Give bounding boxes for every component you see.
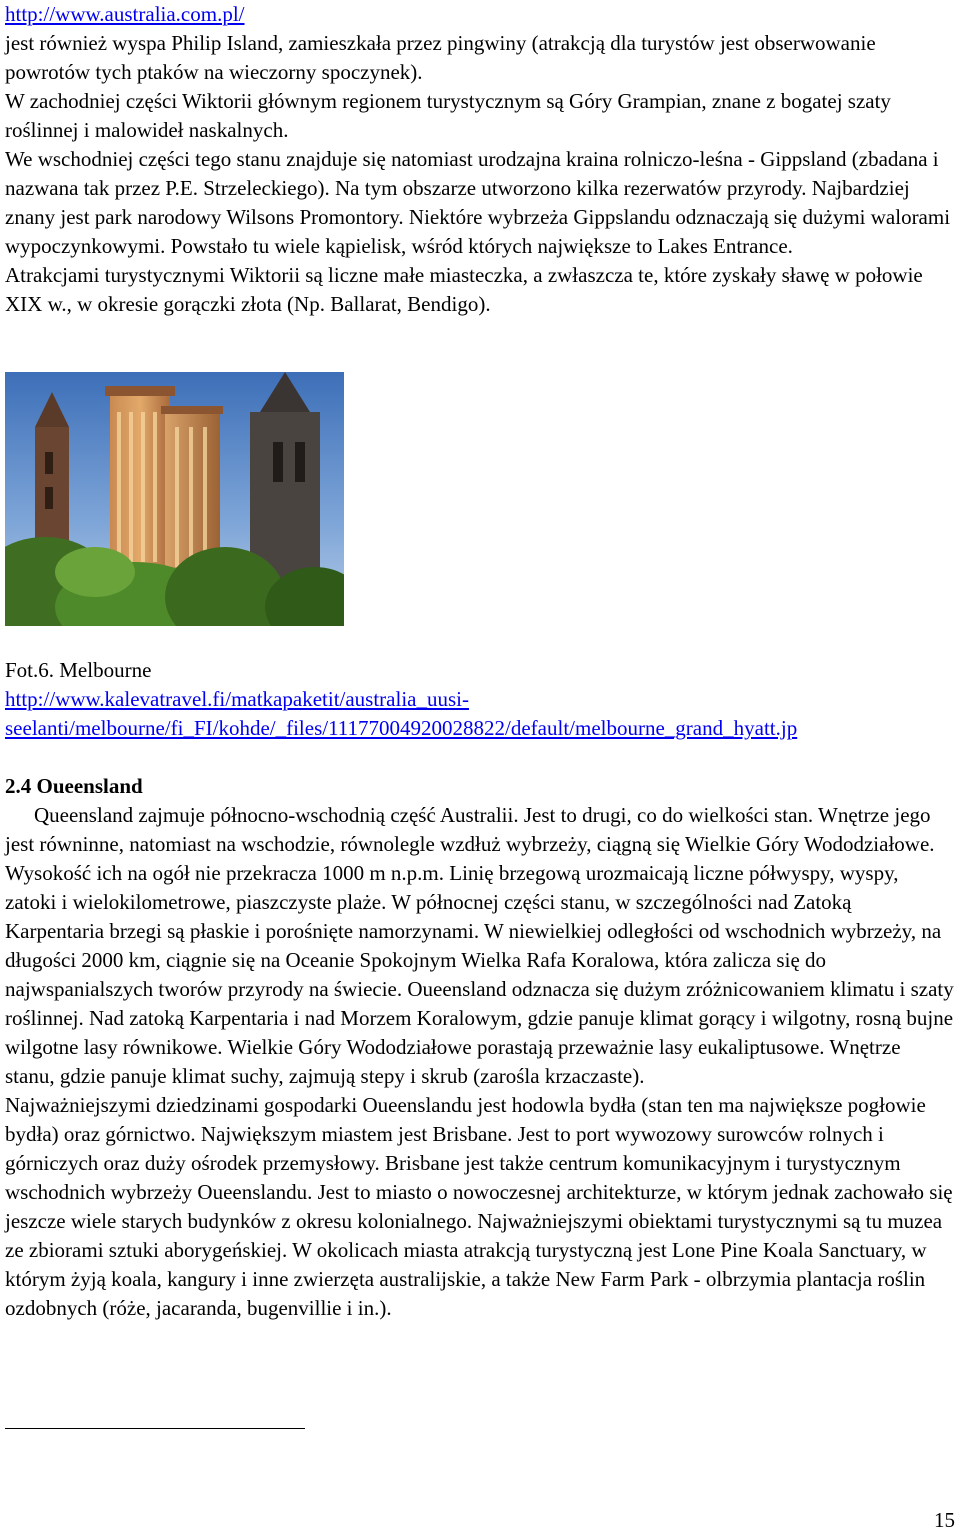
paragraph-queensland-economy: Najważniejszymi dziedzinami gospodarki Oueenslandu jest hodowla bydła (stan ten ma największe pogłowie bydła) oraz górnictwo. Największym miastem jest Brisbane. Jest to port wywozowy surowców rolnych i górniczych oraz duży ośrodek przemysłowy. Brisbane jest także centrum komunikacyjnym i turystycznym wschodnich wybrzeży Oueenslandu. Jest to miasto o nowoczesnej architekturze, w którym jednak zachowało się jeszcze wiele starych budynków z okresu kolonialnego. Najważniejszymi obiektami turystycznymi są tu muzea ze zbiorami sztuki aborygeńskiej. W okolicach miasta atrakcją turystyczną jest Lone Pine Koala Sanctuary, w którym żyją koala, kangury i inne zwierzęta australijskie, a także New Farm Park - olbrzymia plantacja roślin ozdobnych (róże, jacaranda, bugenvillie i in.). [5,1093,953,1320]
melbourne-photo-image [5,372,344,626]
page-number: 15 [934,1508,955,1532]
figure-url-line1[interactable]: http://www.kalevatravel.fi/matkapaketit/australia_uusi- [5,687,469,711]
footnote-separator [5,1428,305,1429]
australia-link[interactable]: http://www.australia.com.pl/ [5,2,245,26]
paragraph-queensland-geography: Queensland zajmuje północno-wschodnią część Australii. Jest to drugi, co do wielkości stan. Wnętrze jego jest równinne, natomiast na wschodzie, równolegle wzdłuż wybrzeży, ciągną się Wielkie Góry Wododziałowe. Wysokość ich na ogół nie przekracza 1000 m n.p.m. Linię brzegową urozmaicają liczne półwyspy, wyspy, zatoki i wielokilometrowe, piaszczyste plaże. W północnej części stanu, w szczególności nad Zatoką Karpentaria brzegi są płaskie i porośnięte namorzynami. W niewielkiej odległości od wschodnich wybrzeży, na długości 2000 km, ciągnie się na Oceanie Spokojnym Wielka Rafa Koralowa, która zalicza się do najwspanialszych tworów przyrody na świecie. Oueensland odznacza się dużym zróżnicowaniem klimatu i szaty roślinnej. Nad zatoką Karpentaria i nad Morzem Koralowym, gdzie panuje klimat gorący i wilgotny, rosną bujne wilgotne lasy równikowe. Wielkie Góry Wododziałowe porastają przeważnie lasy eukaliptusowe. Wnętrze stanu, gdzie panuje klimat suchy, zajmują stepy i skrub (zarośla krzaczaste). [5,803,954,1088]
figure-caption: Fot.6. Melbourne [5,658,152,682]
paragraph-grampians: W zachodniej części Wiktorii głównym regionem turystycznym są Góry Grampian, znane z bogatej szaty roślinnej i malowideł naskalnych. [5,89,891,142]
section-body [5,801,955,1323]
paragraph-gippsland: We wschodniej części tego stanu znajduje się natomiast urodzajna kraina rolniczo-leśna - Gippsland (zbadana i nazwana tak przez P.E. Strzeleckiego). Na tym obszarze utworzono kilka rezerwatów przyrody. Najbardziej znany jest park narodowy Wilsons Promontory. Niektóre wybrzeża Gippslandu odznaczają się dużymi walorami wypoczynkowymi. Powstało tu wiele kąpielisk, wśród których największe to Lakes Entrance. [5,147,951,258]
paragraph-philip-island: jest również wyspa Philip Island, zamieszkała przez pingwiny (atrakcją dla turystów jest obserwowanie powrotów tych ptaków na wieczorny spoczynek). [5,31,876,84]
top-text-block [5,0,955,319]
figure-url-line2[interactable]: seelanti/melbourne/fi_FI/kohde/_files/11177004920028822/default/melbourne_grand_hyatt.jp [5,716,798,740]
melbourne-photo [5,372,344,626]
section-heading: 2.4 Oueensland [5,774,143,798]
paragraph-attractions: Atrakcjami turystycznymi Wiktorii są liczne małe miasteczka, a zwłaszcza te, które zyskały sławę w połowie XIX w., w okresie gorączki złota (Np. Ballarat, Bendigo). [5,263,923,316]
